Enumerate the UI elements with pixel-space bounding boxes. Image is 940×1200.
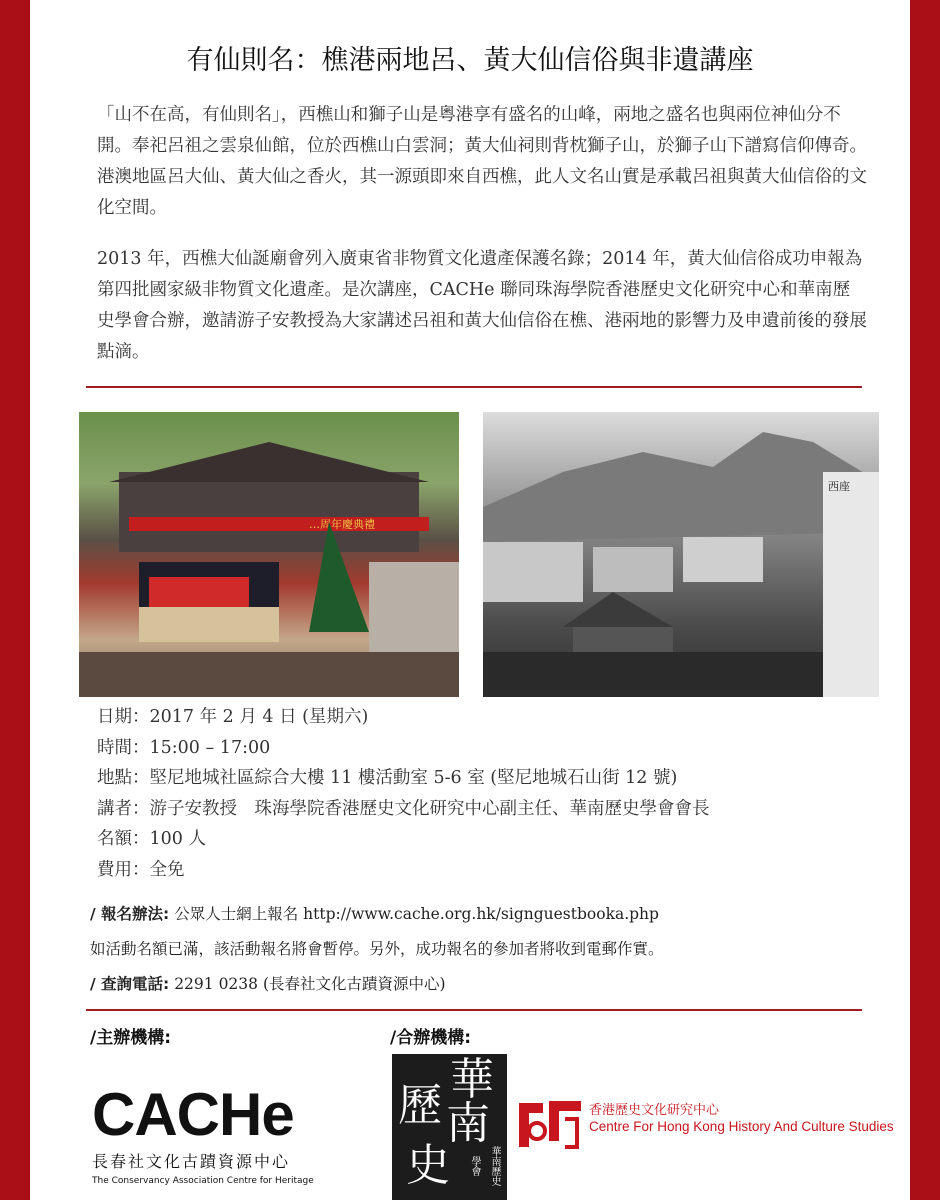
divider-top [86,386,862,388]
event-details [97,702,710,885]
seal-char-1: 華 [450,1054,494,1105]
seal-small-left: 學會 [469,1156,480,1176]
seal-char-3: 歷 [398,1080,442,1131]
event-venue: 地點：堅尼地城社區綜合大樓 11 樓活動室 5-6 室 (堅尼地城石山街 12 號) [97,768,678,788]
cache-logo-chinese: 長春社文化古蹟資源中心 [92,1152,291,1171]
temple-photo [79,412,459,697]
hk-centre-english: Centre For Hong Kong History And Culture Studies [589,1119,894,1134]
hk-centre-chinese: 香港歷史文化研究中心 [589,1103,720,1118]
right-border [910,0,940,1200]
enquiry-label: / 查詢電話: [90,975,170,993]
registration-note: 如活動名額已滿，該活動報名將會暫停。另外，成功報名的參加者將收到電郵作實。 [90,940,664,958]
event-time: 時間：15:00 – 17:00 [97,737,271,758]
registration-url[interactable]: http://www.cache.org.hk/signguestbooka.php [303,905,659,923]
cache-logo-word: CACHe [92,1081,294,1148]
registration-label: / 報名辦法: [90,905,170,923]
background-paragraph: 2013 年，西樵大仙誕廟會列入廣東省非物質文化遺產保護名錄；2014 年，黃大仙信俗成功申報為第四批國家級非物質文化遺產。是次講座，CACHe 聯同珠海學院香港歷史文化研究中心和華南歷史學會合辦，邀請游子安教授為大家講述呂祖和黃大仙信俗在樵、港兩地的影響力及申遺前後的發展點滴。 [97,249,867,362]
enquiry-phone: 2291 0238 (長春社文化古蹟資源中心) [169,975,446,993]
hk-centre-mark-icon [515,1095,585,1155]
banner-text: …周年慶典禮 [309,518,375,531]
enquiry-line [90,972,446,994]
event-speaker: 講者：游子安教授 珠海學院香港歷史文化研究中心副主任、華南歷史學會會長 [97,798,710,819]
seal-small-right: 華南歷史 [489,1146,500,1186]
coorganizer-label: /合辦機構: [390,1028,472,1048]
left-border [0,0,30,1200]
page-title: 有仙則名：樵港兩地呂、黃大仙信俗與非遺講座 [186,45,754,76]
building-sign: 西座 [828,480,850,493]
south-china-history-society-seal [392,1054,507,1200]
event-date: 日期：2017 年 2 月 4 日 (星期六) [97,707,369,727]
cache-logo [92,1081,332,1186]
seal-char-4: 史 [406,1140,450,1191]
registration-line [90,902,659,924]
divider-bottom [86,1009,862,1011]
registration-text: 公眾人士網上報名 [169,905,304,923]
event-quota: 名額：100 人 [97,829,206,849]
intro-paragraph: 「山不在高，有仙則名」，西樵山和獅子山是粵港享有盛名的山峰，兩地之盛名也與兩位神仙分不開。奉祀呂祖之雲泉仙館，位於西樵山白雲洞；黃大仙祠則背枕獅子山，於獅子山下譜寫信仰傳奇。港澳地區呂大仙、黃大仙之香火，其一源頭即來自西樵，此人文名山實是承載呂祖與黃大仙信俗的文化空間。 [97,105,867,218]
seal-char-2: 南 [446,1098,490,1149]
event-fee: 費用：全免 [97,859,185,880]
historic-photo [483,412,879,697]
cache-logo-english: The Conservancy Association Centre for Heritage [92,1176,314,1186]
organizer-label: /主辦機構: [90,1028,172,1048]
